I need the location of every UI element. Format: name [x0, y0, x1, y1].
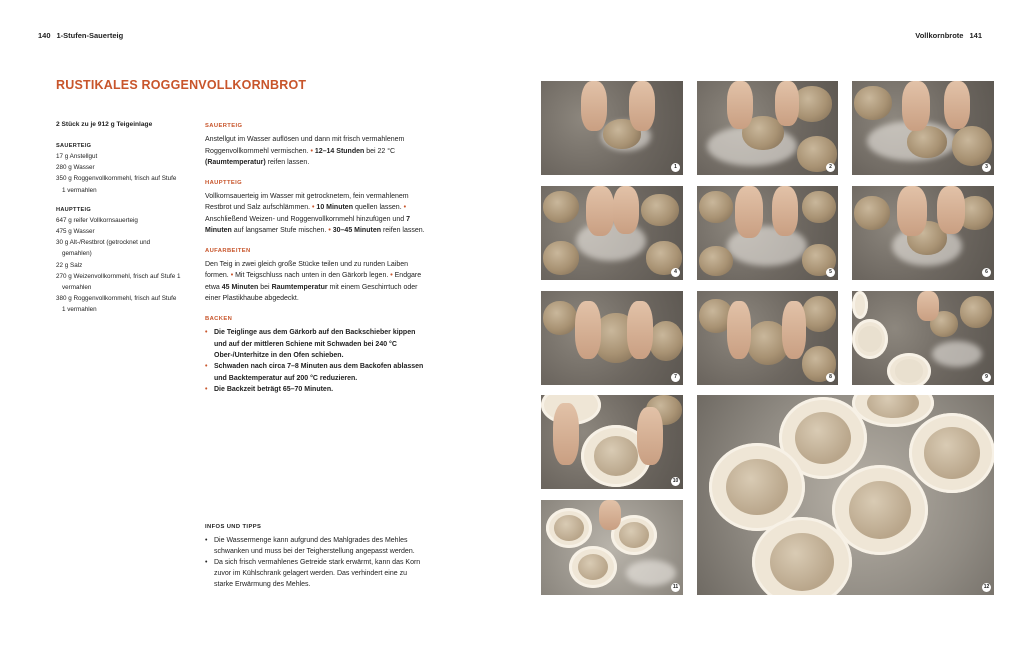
step-photo-3: [852, 81, 994, 175]
step-bullet: •: [230, 272, 234, 280]
step-number-badge: 10: [672, 478, 679, 484]
step-photo-4: [541, 186, 683, 280]
method-aufarbeiten-heading: AUFARBEITEN: [205, 247, 251, 254]
ingredient-item: 647 g reifer Vollkornsauerteig: [56, 216, 138, 224]
tips-box: [205, 522, 427, 590]
ingredient-item: 380 g Roggenvollkornmehl, frisch auf Stufe 1 vermahlen: [56, 295, 177, 314]
step-number-badge: 12: [983, 584, 990, 590]
left-running-head: [38, 31, 123, 40]
step-number-badge: 7: [671, 373, 680, 382]
left-running-title: 1-Stufen-Sauerteig: [56, 31, 124, 40]
method-bold: 30–45 Minuten: [332, 227, 381, 235]
step-bullet: •: [403, 204, 407, 212]
backen-step: • Die Teiglinge aus dem Gärkorb auf den Backschieber kippen und auf der mittleren Schiene mit Schwaden bei 240 °C Ober-/Unterhitze in den Ofen schieben.: [205, 327, 427, 361]
step-photo-1: [541, 81, 683, 175]
step-number-badge: 4: [671, 268, 680, 277]
step-bullet: •: [390, 272, 393, 280]
ingredient-item: 17 g Anstellgut: [56, 153, 98, 160]
step-photo-2: [697, 81, 838, 175]
method-text: auf langsamer Stufe mischen.: [233, 227, 327, 235]
method-text: Anschließend Weizen- und Roggenvollkornmehl hinzufügen und: [205, 215, 405, 223]
step-photo-8: [697, 291, 838, 385]
tips-list: [205, 535, 427, 590]
method-text: bei 22 °C: [366, 147, 396, 155]
method-text: Den Teig in zwei gleich große Stücke teilen und zu runden Laiben formen.: [205, 261, 408, 280]
step-number-badge: 3: [982, 163, 991, 172]
ingredients-hauptteig-heading: HAUPTTEIG: [56, 206, 92, 213]
step-number-badge: 8: [826, 373, 835, 382]
method-bold: Raumtemperatur: [271, 283, 328, 291]
method-text: Mit Teigschluss nach unten in den Gärkorb legen.: [235, 272, 389, 280]
step-number-badge: 11: [672, 584, 679, 590]
step-photo-12: [697, 395, 994, 595]
step-photo-7: [541, 291, 683, 385]
tip-item: • Die Wassermenge kann aufgrund des Mahlgrades des Mehles schwanken und muss bei der Teigherstellung angepasst werden.: [205, 535, 427, 557]
method-sauerteig-text: [205, 134, 427, 168]
backen-step: • Die Backzeit beträgt 65–70 Minuten.: [205, 384, 427, 395]
step-bullet: •: [310, 147, 313, 155]
step-photo-5: [697, 186, 838, 280]
ingredients-sauerteig-heading: SAUERTEIG: [56, 143, 92, 149]
ingredient-item: 30 g Alt-/Restbrot (getrocknet und gemahlen): [56, 239, 151, 258]
method-hauptteig-heading: HAUPTTEIG: [205, 179, 243, 186]
ingredients-hauptteig-list: [56, 215, 181, 316]
method-text: Vollkornsauerteig im Wasser mit getrocknetem, fein vermahlenem Restbrot und Salz aufschlämmen.: [205, 193, 409, 212]
right-page-number: 141: [969, 31, 982, 40]
tip-item: • Da sich frisch vermahlenes Getreide stark erwärmt, kann das Korn zuvor im Kühlschrank gelagert werden. Das verhindert eine zu starke Erwärmung des Mehles.: [205, 557, 427, 590]
ingredients-column: [56, 143, 181, 316]
method-hauptteig-text: [205, 191, 427, 237]
step-number-badge: 1: [671, 163, 680, 172]
step-bullet: •: [312, 204, 315, 212]
method-sauerteig-heading: SAUERTEIG: [205, 123, 243, 129]
method-text: Anstellgut im Wasser auflösen und dann mit frisch vermahlenem Roggenvollkornmehl vermischen.: [205, 136, 405, 155]
step-bullet: •: [328, 227, 331, 235]
recipe-yield: 2 Stück zu je 912 g Teigeinlage: [56, 121, 153, 128]
method-text: mit einem Geschirrtuch oder einer Plastikhaube abgedeckt.: [205, 283, 418, 303]
step-number-badge: 2: [826, 163, 835, 172]
method-bold: 10 Minuten: [316, 204, 353, 212]
ingredient-item: 350 g Roggenvollkornmehl, frisch auf Stufe 1 vermahlen: [56, 175, 177, 194]
step-photo-9: [852, 291, 994, 385]
method-text: Endgare etwa: [205, 272, 422, 291]
right-running-title: Vollkornbrote: [915, 31, 964, 40]
ingredient-item: 270 g Weizenvollkornmehl, frisch auf Stufe 1 vermahlen: [56, 272, 181, 292]
ingredient-item: 22 g Salz: [56, 261, 83, 269]
ingredient-item: 475 g Wasser: [56, 228, 95, 236]
method-text: bei: [260, 283, 270, 291]
backen-step: • Schwaden nach circa 7–8 Minuten aus dem Backofen ablassen und Backtemperatur auf 200 °C reduzieren.: [205, 361, 427, 384]
method-aufarbeiten-text: [205, 259, 427, 305]
method-bold: 45 Minuten: [221, 283, 259, 291]
ingredient-item: 280 g Wasser: [56, 164, 95, 172]
left-page-number: 140: [38, 31, 51, 40]
method-bold: 7 Minuten: [205, 215, 410, 235]
step-number-badge: 5: [826, 268, 835, 277]
step-photo-6: [852, 186, 994, 280]
step-photo-11: [541, 500, 683, 595]
method-bold: 12–14 Stunden: [314, 147, 365, 155]
method-bold: (Raumtemperatur): [205, 159, 266, 167]
method-text: reifen lassen.: [267, 159, 310, 167]
method-text: quellen lassen.: [354, 204, 402, 212]
step-number-badge: 6: [982, 268, 991, 277]
ingredients-sauerteig-list: [56, 151, 181, 196]
method-column: [205, 121, 427, 396]
method-backen-list: [205, 327, 427, 395]
step-photo-10: [541, 395, 683, 489]
method-backen-heading: BACKEN: [205, 315, 233, 322]
tips-heading: INFOS UND TIPPS: [205, 524, 262, 530]
right-running-head: [915, 31, 982, 40]
method-text: reifen lassen.: [382, 227, 425, 235]
recipe-title: RUSTIKALES ROGGENVOLLKORNBROT: [56, 78, 307, 92]
step-number-badge: 9: [982, 373, 991, 382]
